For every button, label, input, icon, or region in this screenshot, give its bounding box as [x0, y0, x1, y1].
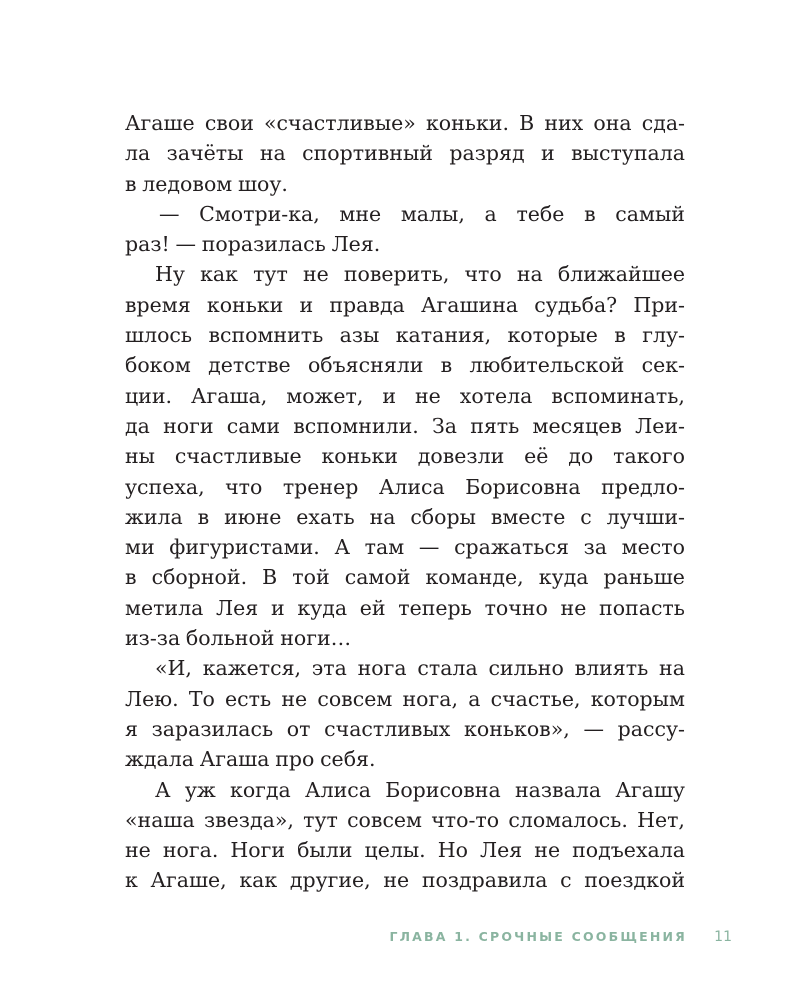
- text-line: ции. Агаша, может, и не хотела вспоминать,: [125, 383, 685, 408]
- text-line: не нога. Ноги были целы. Но Лея не подъехала: [125, 838, 685, 863]
- text-line: из-за больной ноги…: [125, 626, 352, 651]
- text-line: в сборной. В той самой команде, куда раньше: [125, 565, 685, 590]
- text-line: ны счастливые коньки довезли её до такого: [125, 444, 685, 469]
- text-line: раз! — поразилась Лея.: [125, 232, 381, 257]
- text-line: жила в июне ехать на сборы вместе с лучши-: [125, 504, 685, 529]
- running-head: ГЛАВА 1. СРОЧНЫЕ СООБЩЕНИЯ: [389, 929, 687, 944]
- text-line: Агаше свои «счастливые» коньки. В них она сда-: [125, 111, 685, 135]
- text-line: ждала Агаша про себя.: [125, 747, 376, 772]
- text-line: шлось вспомнить азы катания, которые в глу-: [125, 323, 685, 348]
- text-line: в ледовом шоу.: [125, 171, 288, 196]
- text-line: Лею. То есть не совсем нога, а счастье, которым: [125, 686, 685, 711]
- text-line: время коньки и правда Агашина судьба? При-: [125, 292, 685, 317]
- page-number: 11: [714, 929, 732, 945]
- page-footer: [0, 927, 800, 947]
- text-line: Ну как тут не поверить, что на ближайшее: [155, 262, 685, 287]
- text-line: метила Лея и куда ей теперь точно не попасть: [125, 595, 685, 620]
- text-line: успеха, что тренер Алиса Борисовна предло-: [125, 474, 685, 499]
- text-line: к Агаше, как другие, не поздравила с поездкой: [125, 868, 685, 893]
- text-line: да ноги сами вспомнили. За пять месяцев Леи-: [125, 413, 685, 438]
- text-line: я заразилась от счастливых коньков», — рассу-: [125, 716, 685, 741]
- text-line: ми фигуристами. А там — сражаться за место: [125, 535, 685, 560]
- text-line: ла зачёты на спортивный разряд и выступала: [125, 141, 685, 166]
- text-line: боком детстве объясняли в любительской сек-: [125, 353, 685, 378]
- text-line: — Смотри-ка, мне малы, а тебе в самый: [159, 201, 685, 226]
- text-line: «И, кажется, эта нога стала сильно влиять на: [155, 656, 685, 681]
- body-text: [125, 108, 685, 896]
- text-line: А уж когда Алиса Борисовна назвала Агашу: [155, 777, 685, 802]
- text-line: «наша звезда», тут совсем что-то сломалось. Нет,: [125, 807, 685, 832]
